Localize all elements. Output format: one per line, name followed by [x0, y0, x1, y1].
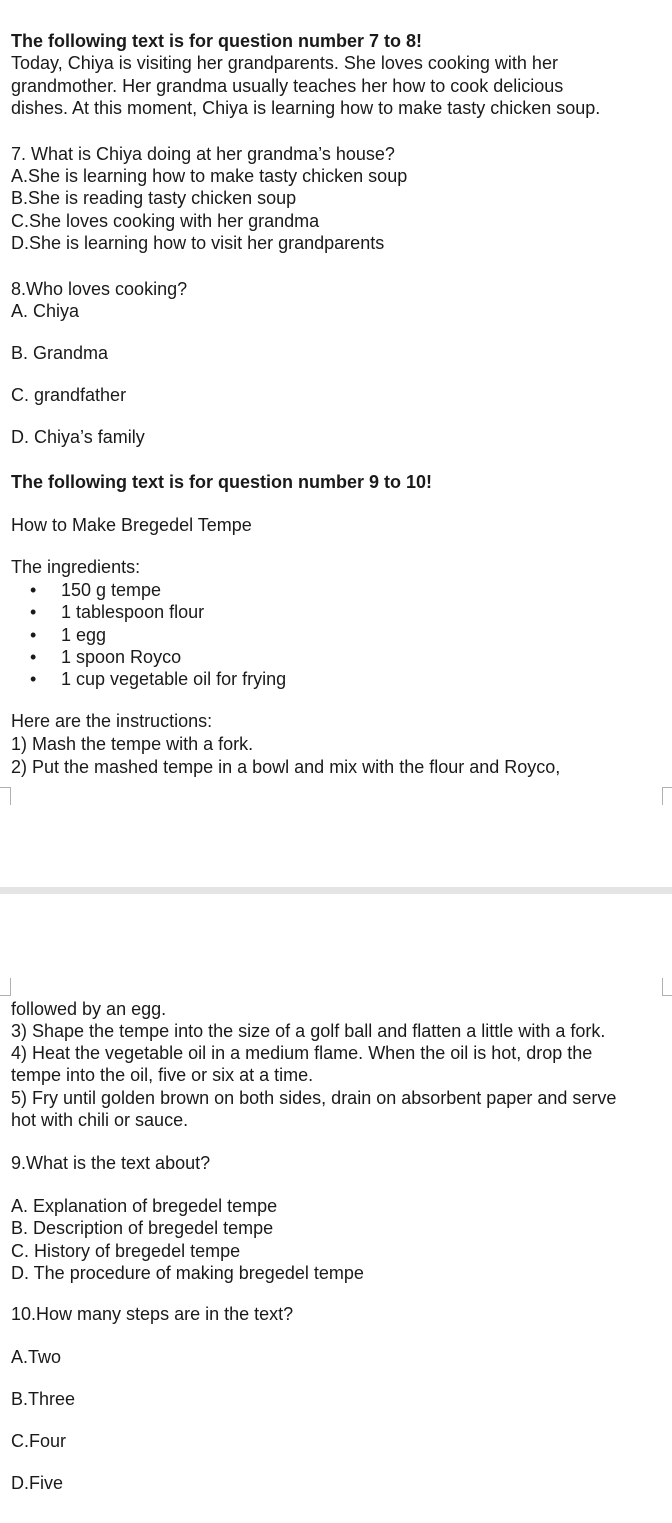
instructions-label: Here are the instructions:: [11, 711, 213, 731]
instruction-line: 5) Fry until golden brown on both sides, drain on absorbent paper and serve: [11, 1088, 617, 1108]
q10-option-c: C.Four: [11, 1431, 67, 1451]
ingredient-item: 1 cup vegetable oil for frying: [61, 669, 287, 689]
page-corner-mark: [662, 978, 672, 996]
page-corner-mark: [662, 787, 672, 805]
bullet-icon: •: [30, 647, 37, 667]
ingredients-label: The ingredients:: [11, 557, 141, 577]
instruction-line: 2) Put the mashed tempe in a bowl and mix with the flour and Royco,: [11, 757, 561, 777]
passage1-line: dishes. At this moment, Chiya is learning how to make tasty chicken soup.: [11, 98, 601, 118]
q9-option-a: A. Explanation of bregedel tempe: [11, 1196, 278, 1216]
ingredient-item: 150 g tempe: [61, 580, 162, 600]
q8-option-a: A. Chiya: [11, 301, 80, 321]
instruction-line: 3) Shape the tempe into the size of a golf ball and flatten a little with a fork.: [11, 1021, 606, 1041]
page-separator: [0, 887, 672, 894]
q7-question: 7. What is Chiya doing at her grandma’s house?: [11, 144, 395, 164]
q7-option-a: A.She is learning how to make tasty chicken soup: [11, 166, 408, 186]
bullet-icon: •: [30, 625, 37, 645]
q7-option-d: D.She is learning how to visit her grandparents: [11, 233, 385, 253]
instruction-line: hot with chili or sauce.: [11, 1110, 189, 1130]
passage1-heading: The following text is for question number 7 to 8!: [11, 31, 423, 51]
q8-option-c: C. grandfather: [11, 385, 127, 405]
q7-option-c: C.She loves cooking with her grandma: [11, 211, 320, 231]
bullet-icon: •: [30, 580, 37, 600]
ingredient-item: 1 tablespoon flour: [61, 602, 205, 622]
passage1-line: Today, Chiya is visiting her grandparents. She loves cooking with her: [11, 53, 558, 73]
page-corner-mark: [0, 787, 11, 805]
passage2-heading: The following text is for question number 9 to 10!: [11, 472, 433, 492]
q10-option-d: D.Five: [11, 1473, 64, 1493]
q10-option-b: B.Three: [11, 1389, 76, 1409]
bullet-icon: •: [30, 669, 37, 689]
instruction-line: followed by an egg.: [11, 999, 167, 1019]
passage1-line: grandmother. Her grandma usually teaches her how to cook delicious: [11, 76, 564, 96]
q8-question: 8.Who loves cooking?: [11, 279, 188, 299]
q9-option-b: B. Description of bregedel tempe: [11, 1218, 274, 1238]
recipe-title: How to Make Bregedel Tempe: [11, 515, 252, 535]
ingredient-item: 1 egg: [61, 625, 107, 645]
q8-option-d: D. Chiya’s family: [11, 427, 145, 447]
q8-option-b: B. Grandma: [11, 343, 109, 363]
instruction-line: tempe into the oil, five or six at a time.: [11, 1065, 314, 1085]
instruction-line: 1) Mash the tempe with a fork.: [11, 734, 254, 754]
q7-option-b: B.She is reading tasty chicken soup: [11, 188, 297, 208]
q9-option-d: D. The procedure of making bregedel tempe: [11, 1263, 364, 1283]
instruction-line: 4) Heat the vegetable oil in a medium flame. When the oil is hot, drop the: [11, 1043, 593, 1063]
q9-option-c: C. History of bregedel tempe: [11, 1241, 241, 1261]
bullet-icon: •: [30, 602, 37, 622]
q10-option-a: A.Two: [11, 1347, 62, 1367]
page-corner-mark: [0, 978, 11, 996]
ingredient-item: 1 spoon Royco: [61, 647, 182, 667]
q10-question: 10.How many steps are in the text?: [11, 1304, 294, 1324]
q9-question: 9.What is the text about?: [11, 1153, 211, 1173]
